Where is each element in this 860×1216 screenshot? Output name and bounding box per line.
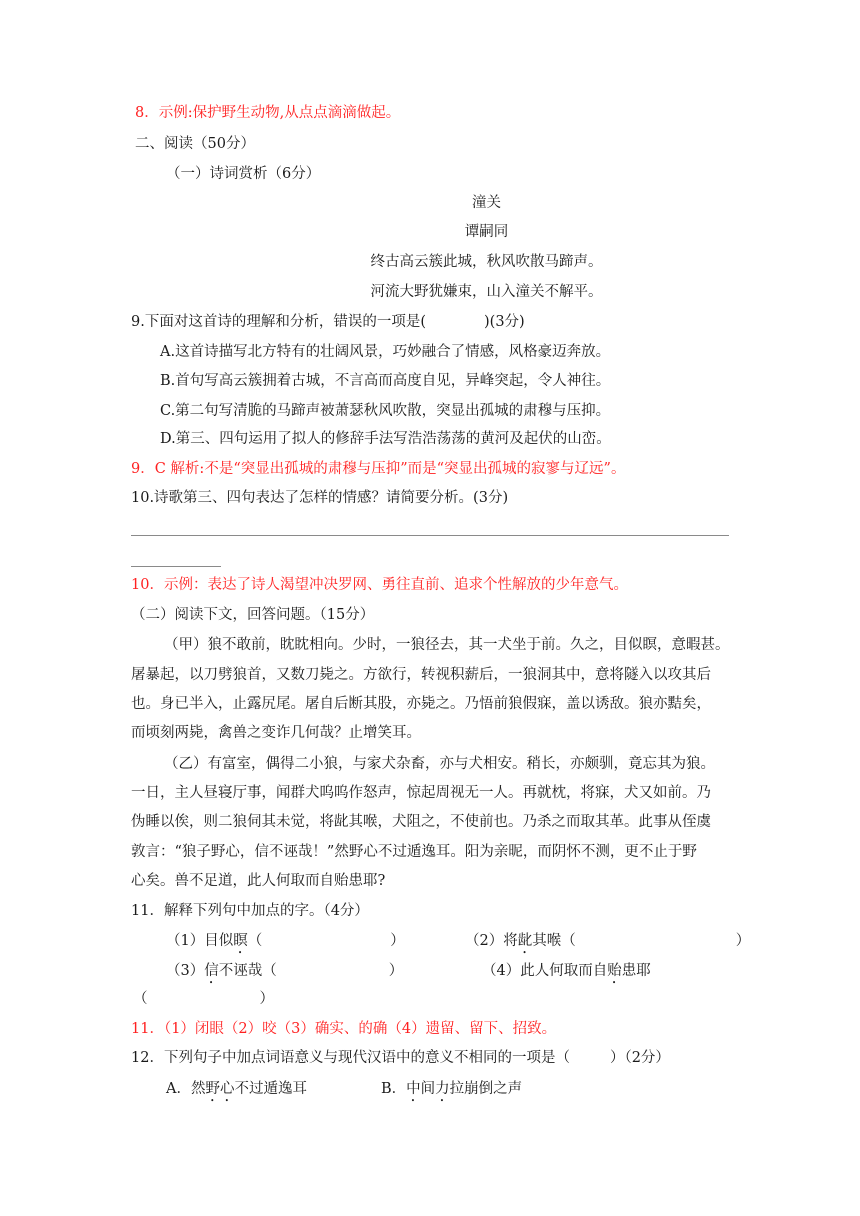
item-3-text-after: 不诬哉（ <box>218 963 277 979</box>
section-2-title: 二、阅读（50分） <box>135 136 255 152</box>
passage-jia-line-3: 也。身已半入，止露尻尾。屠自后断其股，亦毙之。乃悟前狼假寐，盖以诱敌。狼亦黠矣， <box>131 696 711 712</box>
answer-10: 10．示例：表达了诗人渴望冲决罗网、勇往直前、追求个性解放的少年意气。 <box>131 577 628 593</box>
question-11-item-4 <box>482 963 651 987</box>
question-9-option-c: C.第二句写清脆的马蹄声被萧瑟秋风吹散，突显出孤城的肃穆与压抑。 <box>160 403 611 419</box>
option-b-text-after: 拉崩倒之声 <box>449 1081 523 1097</box>
passage-yi-line-2: 一日，主人昼寝厅事，闻群犬呜呜作怒声，惊起周视无一人。再就枕，将寐，犬又如前。乃 <box>131 785 711 801</box>
question-12-option-b <box>381 1081 522 1105</box>
passage-yi-line-3: 伪睡以俟，则二狼伺其未觉，将龀其喉，犬阻之，不使前也。乃杀之而取其革。此事从侄虞 <box>131 814 711 830</box>
question-9-stem-text: 9.下面对这首诗的理解和分析，错误的一项是( <box>131 314 426 330</box>
question-9-option-b: B.首句写高云簇拥着古城，不言高而高度自见，异峰突起，令人神往。 <box>160 373 611 389</box>
option-b-text: B． <box>381 1081 407 1097</box>
question-10-stem: 10.诗歌第三、四句表达了怎样的情感？请简要分析。(3分) <box>131 490 509 506</box>
item-3-dotted-char: 信 <box>204 963 219 979</box>
poem-line-1: 终古高云簇此城，秋风吹散马蹄声。 <box>370 254 603 270</box>
question-11-item-4-blank <box>133 992 274 1007</box>
question-12-option-a <box>166 1081 307 1105</box>
question-11-item-1 <box>166 933 405 957</box>
item-2-text-after: 其喉（ <box>532 933 576 949</box>
option-b-dotted-char-2: 力 <box>435 1081 450 1097</box>
option-b-text-mid: 间 <box>420 1081 436 1097</box>
question-9-points: )(3分) <box>484 314 525 330</box>
question-9-stem <box>131 315 525 330</box>
question-9-option-a: A.这首诗描写北方特有的壮阔风景，巧妙融合了情感，风格豪迈奔放。 <box>160 344 611 360</box>
part-2-title: （二）阅读下文，回答问题。（15分） <box>131 607 375 623</box>
part-1-title: （一）诗词赏析（6分） <box>166 166 321 182</box>
item-4-open-paren: （ <box>133 991 148 1007</box>
passage-jia-line-4: 而顷刻两毙，禽兽之变诈几何哉？止增笑耳。 <box>131 725 421 741</box>
poem-line-2: 河流大野犹嫌束，山入潼关不解平。 <box>370 284 603 300</box>
answer-line-2 <box>131 566 221 567</box>
item-1-open-paren: （ <box>247 933 263 949</box>
item-4-dotted-char: 贻 <box>607 963 622 979</box>
question-11-item-2 <box>465 933 750 957</box>
question-9-option-d: D.第三、四句运用了拟人的修辞手法写浩浩荡荡的黄河及起伏的山峦。 <box>160 431 611 447</box>
answer-line-1 <box>131 535 729 536</box>
question-11-item-3 <box>166 963 403 987</box>
option-a-text-after: 不过遁逸耳 <box>234 1081 307 1097</box>
item-4-text-after: 患耶 <box>621 963 651 979</box>
item-1-dotted-char: 瞑 <box>233 933 248 949</box>
answer-8: 8．示例:保护野生动物,从点点滴滴做起。 <box>135 105 401 121</box>
poem-author: 谭嗣同 <box>464 224 509 240</box>
passage-yi-line-4: 敦言：“狼子野心，信不诬哉！”然野心不过遁逸耳。阳为亲昵，而阴怀不测，更不止于野 <box>131 844 697 860</box>
passage-jia-line-2: 屠暴起，以刀劈狼首，又数刀毙之。方欲行，转视积薪后，一狼洞其中，意将隧入以攻其后 <box>131 667 711 683</box>
passage-yi-line-5: 心矣。兽不足道，此人何取而自贻患耶? <box>131 873 386 889</box>
item-2-close-paren: ） <box>735 933 751 949</box>
item-2-text: （2）将 <box>465 933 518 949</box>
option-a-text: A．然 <box>166 1081 206 1097</box>
question-12-points: ）（2分） <box>609 1050 670 1066</box>
option-a-dotted-word: 野心 <box>205 1081 235 1097</box>
poem-title: 潼关 <box>472 195 501 211</box>
question-12-stem-text: 12．下列句子中加点词语意义与现代汉语中的意义不相同的一项是（ <box>131 1050 570 1066</box>
question-11-stem: 11．解释下列句中加点的字。（4分） <box>131 903 369 919</box>
item-3-close-paren: ） <box>388 963 404 979</box>
item-1-close-paren: ） <box>390 933 405 949</box>
item-1-text: （1）目似 <box>166 933 234 949</box>
answer-9: 9．C 解析:不是“突显出孤城的肃穆与压抑”而是“突显出孤城的寂寥与辽远”。 <box>131 461 626 477</box>
passage-jia-line-1: （甲）狼不敢前，眈眈相向。少时，一狼径去，其一犬坐于前。久之，目似瞑，意暇甚。 <box>164 637 730 653</box>
item-4-close-paren: ） <box>259 991 274 1007</box>
passage-yi-line-1: （乙）有富室，偶得二小狼，与家犬杂畜，亦与犬相安。稍长，亦颇驯，竟忘其为狼。 <box>164 756 715 772</box>
option-b-dotted-char-1: 中 <box>406 1081 421 1097</box>
item-2-dotted-char: 龀 <box>517 933 533 949</box>
item-3-text: （3） <box>166 963 205 979</box>
question-12-stem <box>131 1051 670 1066</box>
answer-11: 11．（1）闭眼（2）咬（3）确实、的确（4）遗留、留下、招致。 <box>131 1021 557 1037</box>
item-4-text: （4）此人何取而自 <box>482 963 608 979</box>
